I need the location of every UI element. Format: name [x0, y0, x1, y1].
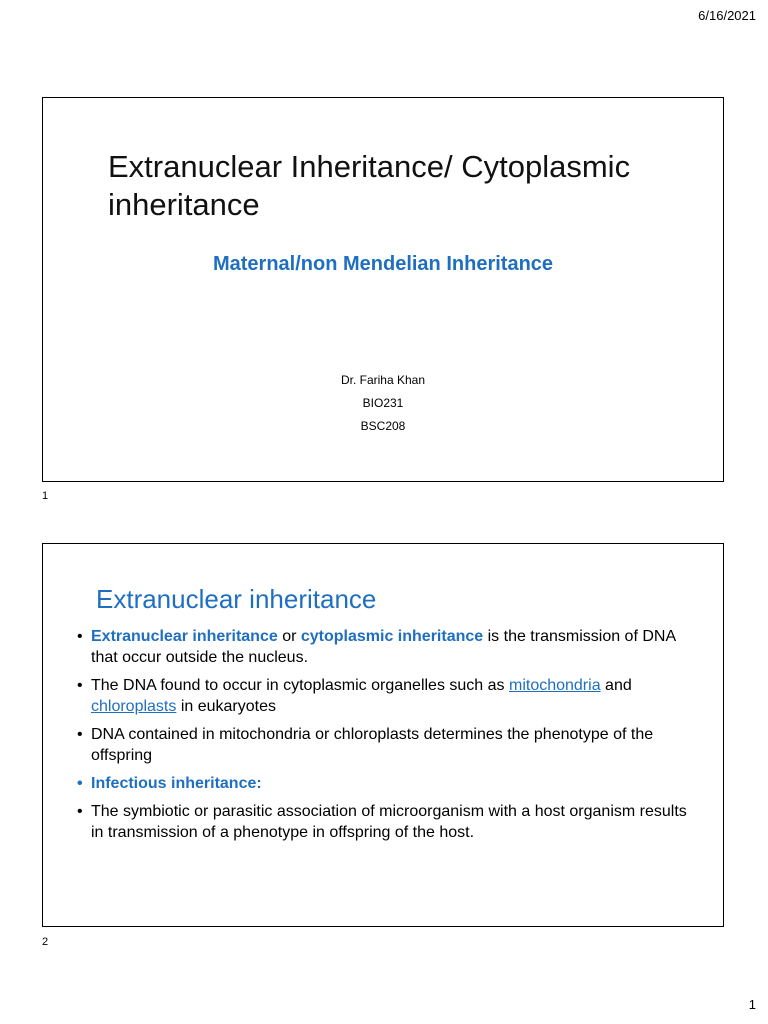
slide-1-meta — [43, 369, 723, 438]
bullet-item-1 — [79, 626, 689, 668]
mitochondria-link[interactable]: mitochondria — [508, 677, 601, 694]
slide-2 — [42, 543, 724, 927]
bullet-dot: • — [77, 726, 83, 743]
bullet-3-text: DNA contained in mitochondria or chloroplasts determines the phenotype of the offspring — [91, 726, 654, 764]
slide-1 — [42, 97, 724, 482]
bullet-list — [79, 626, 689, 850]
slide-2-number: 2 — [42, 936, 49, 948]
bullet-item-3 — [79, 724, 689, 766]
page-date: 6/16/2021 — [698, 8, 756, 23]
bullet-1-rest: is the transmission of DNA that occur outside the nucleus. — [91, 628, 676, 666]
term-cytoplasmic: cytoplasmic inheritance — [300, 628, 484, 645]
title-line-1: Extranuclear Inheritance/ Cytoplasmic — [108, 149, 631, 184]
bullet-2-text: The DNA found to occur in cytoplasmic organelles such as — [91, 677, 509, 694]
course-code-2: BSC208 — [360, 419, 406, 433]
page-number: 1 — [748, 997, 756, 1012]
bullet-item-4 — [79, 773, 689, 794]
title-line-2: inheritance — [108, 187, 260, 222]
bullet-dot: • — [77, 677, 83, 694]
bullet-5-text: The symbiotic or parasitic association of microorganism with a host organism results in transmission of a phenotype in offspring of the host. — [91, 803, 687, 841]
author-name: Dr. Fariha Khan — [340, 373, 426, 387]
slide-1-subtitle: Maternal/non Mendelian Inheritance — [212, 253, 554, 275]
slide-1-number: 1 — [42, 490, 49, 502]
term-extranuclear: Extranuclear inheritance — [91, 628, 278, 645]
bullet-item-5 — [79, 801, 689, 843]
bullet-dot: • — [77, 775, 83, 792]
bullet-dot: • — [77, 803, 83, 820]
chloroplasts-link[interactable]: chloroplasts — [91, 698, 177, 715]
slide-2-title: Extranuclear inheritance — [96, 584, 377, 614]
bullet-item-2 — [79, 675, 689, 717]
bullet-2-and: and — [600, 677, 632, 694]
infectious-inheritance-heading: Infectious inheritance: — [91, 775, 262, 792]
bullet-1-or: or — [277, 628, 301, 645]
slide-1-title — [108, 148, 708, 224]
bullet-2-rest: in eukaryotes — [176, 698, 276, 715]
course-code-1: BIO231 — [362, 396, 404, 410]
bullet-dot: • — [77, 628, 83, 645]
